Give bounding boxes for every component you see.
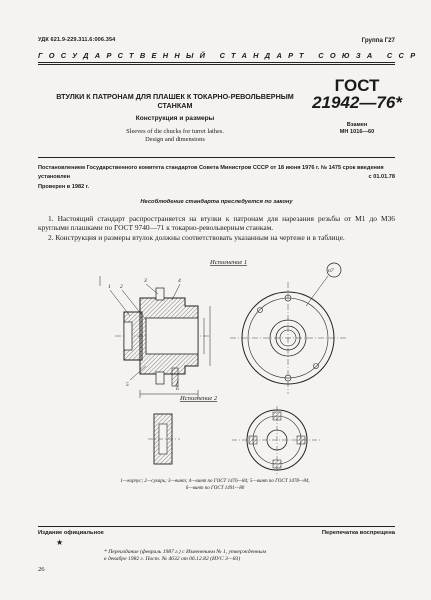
technical-drawing <box>60 254 380 479</box>
reprint-note <box>104 549 354 563</box>
legend-line-1: 1—корпус; 2—сухарь; 3—винт; 4—винт по ГОСТ 1476—84; 5—винт по ГОСТ 1478—84, <box>120 479 310 484</box>
execution-2-section <box>148 414 180 464</box>
official-edition: Издание официальное <box>38 530 104 536</box>
execution-2-label: Исполнение 2 <box>180 395 218 402</box>
callout-3: 3 <box>144 278 147 284</box>
paragraph-2: 2. Конструкция и размеры втулок должны соответствовать указанным на чертеже и в таблице. <box>48 233 345 242</box>
document-title-en <box>46 128 304 144</box>
title-line-2: СТАНКАМ <box>157 101 193 110</box>
replaces-value: МН 1016—60 <box>339 129 375 135</box>
replaces-label: Взамен <box>346 122 368 128</box>
callout-1: 1 <box>108 284 111 290</box>
title-en-line-1: Sleeves of die chucks for turret lathes. <box>126 128 224 135</box>
gost-label: ГОСТ <box>334 76 380 95</box>
drawing-legend <box>95 479 335 492</box>
callout-5: 5 <box>126 382 129 388</box>
header-rule-bottom <box>38 64 395 65</box>
callout-2: 2 <box>120 284 123 290</box>
header-rule-top <box>38 62 395 63</box>
detail-mark: п7 <box>328 268 334 274</box>
decree-line-1: Постановлением Государственного комитета стандартов Совета Министров СССР от 18 июня 1976 г. № 1475 срок введения <box>38 165 384 171</box>
star-mark: ★ <box>56 538 64 547</box>
callout-4: 4 <box>178 278 181 284</box>
udk-code: УДК 621.9-229.311.6:006.354 <box>38 37 116 43</box>
reprint-ban: Перепечатка воспрещена <box>321 530 395 536</box>
gost-number: 21942—76* <box>312 93 402 112</box>
callout-6: 6 <box>176 386 179 392</box>
document-subtitle: Конструкция и размеры <box>135 115 215 122</box>
reprint-line-1: * Переиздание (февраль 1987 г.) с Изменением № 1, утвержденным <box>104 549 267 555</box>
page-number: 26 <box>38 566 45 573</box>
footer-rule <box>38 526 395 527</box>
front-view <box>230 263 348 394</box>
standard-line: ГОСУДАРСТВЕННЫЙ СТАНДАРТ СОЮЗА ССР <box>38 51 422 60</box>
reprint-line-2: в декабре 1982 г. Пост. № 4632 от 06.12.82 (ИУС 3—83) <box>104 556 241 562</box>
execution-2-front <box>232 406 322 474</box>
legal-notice: Несоблюдение стандарта преследуется по закону <box>140 199 293 205</box>
execution-1-label: Исполнение 1 <box>210 259 248 266</box>
decree-date: с 01.01.78 <box>368 173 395 180</box>
group-code: Группа Г27 <box>361 37 395 44</box>
decree-rule <box>38 157 395 158</box>
decree-text <box>38 164 395 181</box>
section-view <box>100 276 210 398</box>
legend-line-2: 6—винт по ГОСТ 1491—80 <box>185 485 245 491</box>
title-line-1: ВТУЛКИ К ПАТРОНАМ ДЛЯ ПЛАШЕК К ТОКАРНО-РЕВОЛЬВЕРНЫМ <box>56 92 294 101</box>
title-en-line-2: Design and dimensions <box>145 136 205 143</box>
checked-year: Проверен в 1982 г. <box>38 184 90 190</box>
replaces-block <box>322 122 392 136</box>
decree-line-2: установлен <box>38 173 71 180</box>
document-title-ru <box>46 92 304 110</box>
paragraph-1: 1. Настоящий стандарт распространяется на втулки к патронам для нарезания резьбы от М1 до М36 круглыми плашками по ГОСТ 9740—71 к токарно-револьверным станкам. <box>38 214 395 232</box>
